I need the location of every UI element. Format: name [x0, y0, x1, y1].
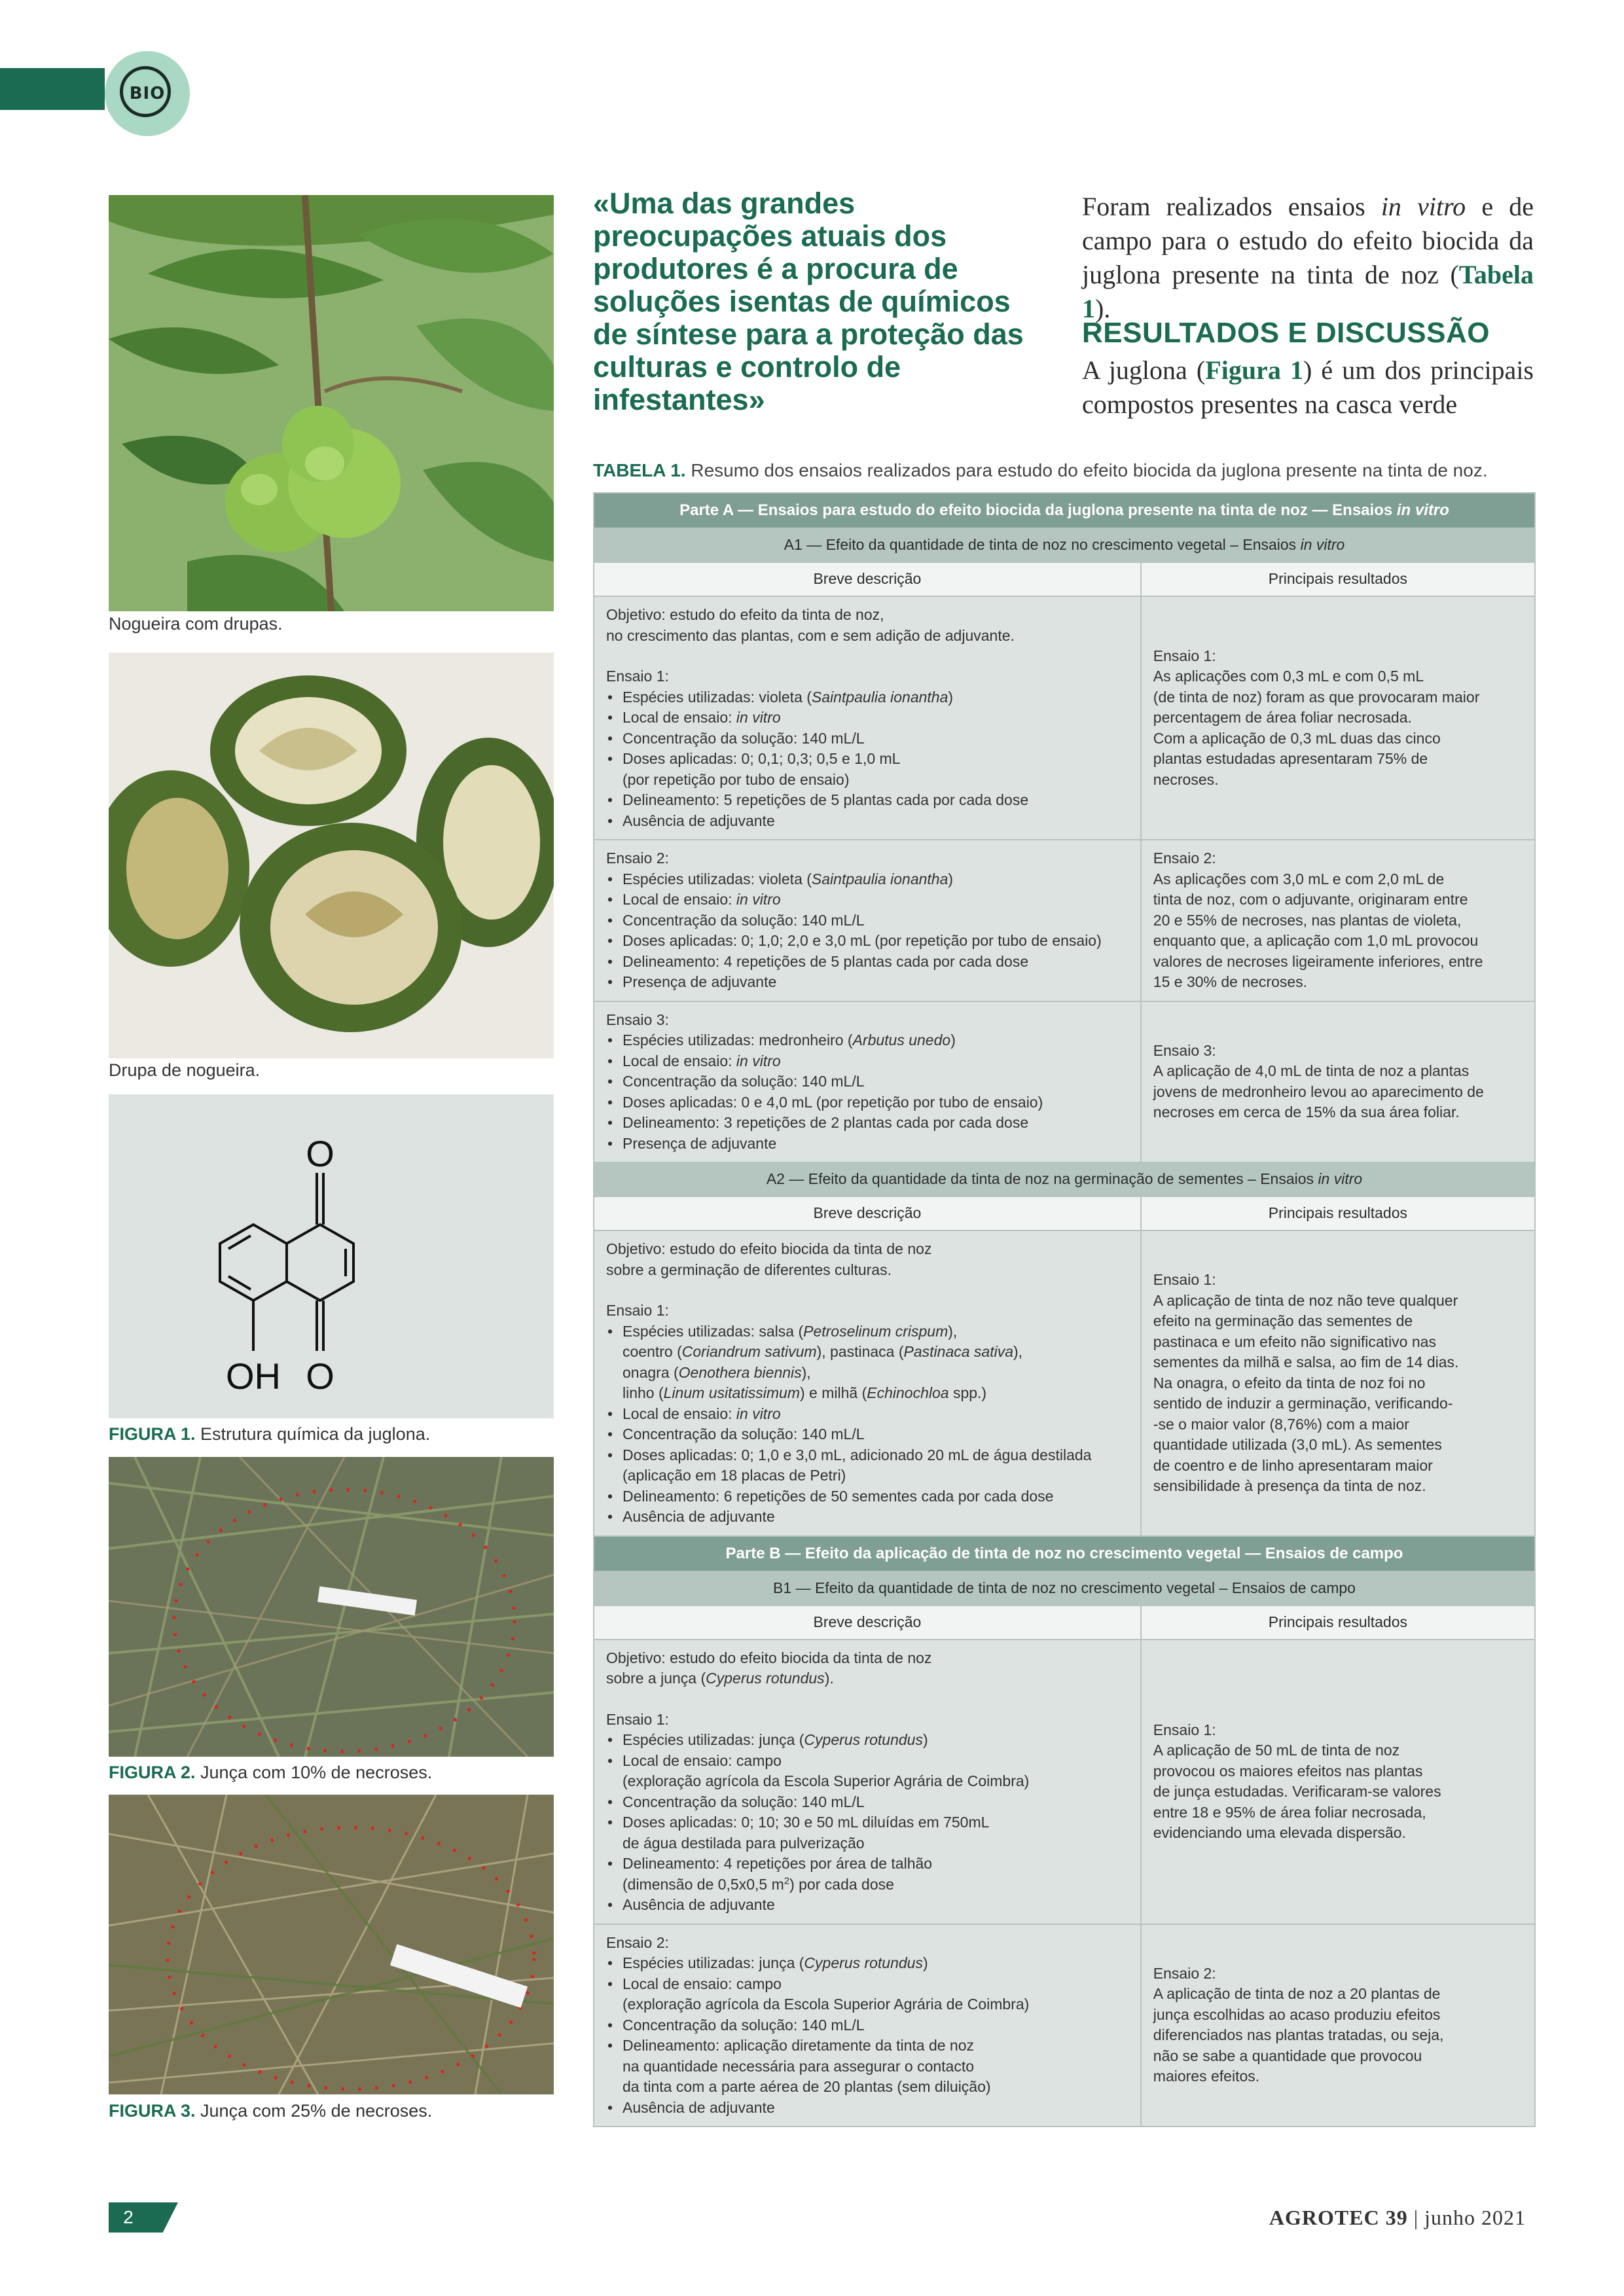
figure-3-text: Junça com 25% de necroses.: [200, 2101, 433, 2121]
figure-2-text: Junça com 10% de necroses.: [200, 1763, 433, 1782]
table-row: [594, 596, 1535, 840]
b1-row: B1 — Efeito da quantidade de tinta de noz no crescimento vegetal – Ensaios de campo: [594, 1571, 1535, 1605]
table-row: [594, 840, 1535, 1001]
figure-2-label: FIGURA 2.: [109, 1763, 196, 1782]
column-header-row: Breve descrição Principais resultados: [594, 1605, 1535, 1640]
a1-e1-desc: Objetivo: estudo do efeito da tinta de noz, no crescimento das plantas, com e sem adição de adjuvante. Ensaio 1: • Espécies utilizadas: violeta (Saintpaulia ionantha) • Local de ensaio: in vitro • Concentração da solução: 140 mL/L • Doses aplicadas: 0; 0,1; 0,3; 0,5 e 1,0 mL (por repetição por tubo de ensaio) • Delineamento: 5 repetições de 5 plantas cada por cada dose • Ausência de adjuvante: [594, 596, 1141, 840]
column-header-row: Breve descrição Principais resultados: [594, 562, 1535, 596]
juglone-label-oh: OH: [226, 1355, 281, 1397]
bio-badge: [105, 51, 190, 136]
body-paragraph: A juglona (Figura 1) é um dos principais compostos presentes na casca verde: [1082, 355, 1534, 419]
column-header-row: Breve descrição Principais resultados: [594, 1196, 1535, 1230]
juglone-label-o-top: O: [306, 1133, 334, 1174]
figure-2-caption: [109, 1763, 432, 1783]
header-band: [0, 68, 105, 110]
b1-e2-result: Ensaio 2: A aplicação de tinta de noz a 20 plantas de junça escolhidas ao acaso produziu efeitos diferenciados nas plantas tratadas, ou seja, não se sabe a quantidade que provocou maiores efeitos.: [1141, 1924, 1535, 2127]
a1-e2-result: Ensaio 2: As aplicações com 3,0 mL e com 2,0 mL de tinta de noz, com o adjuvante, originaram entre 20 e 55% de necroses, nas plantas de violeta, enquanto que, a aplicação com 1,0 mL provocou valores de necroses ligeiramente inferiores, entre 15 e 30% de necroses.: [1141, 840, 1535, 1001]
results-table: [593, 492, 1536, 2127]
figure-3-label: FIGURA 3.: [109, 2101, 196, 2121]
figure-3-photo: [109, 1795, 554, 2094]
intro-paragraph: Foram realizados ensaios in vitro e de campo para o estudo do efeito biocida da juglona presente na tinta de noz (Tabela 1).: [1082, 192, 1534, 323]
figure-1-text: Estrutura química da juglona.: [200, 1424, 431, 1444]
figure-2-photo: [109, 1457, 554, 1757]
page-number: 2: [123, 2207, 134, 2227]
a2-row: A2 — Efeito da quantidade da tinta de noz na germinação de sementes – Ensaios in vitro: [594, 1162, 1535, 1196]
table-row: [594, 1924, 1535, 2127]
a1-e2-desc: Ensaio 2: • Espécies utilizadas: violeta (Saintpaulia ionantha) • Local de ensaio: in vitro • Concentração da solução: 140 mL/L • Doses aplicadas: 0; 1,0; 2,0 e 3,0 mL (por repetição por tubo de ensaio) • Delineamento: 4 repetições de 5 plantas cada por cada dose • Presença de adjuvante: [594, 840, 1141, 1001]
walnut-tree-photo: [109, 195, 554, 611]
a2-e1-desc: Objetivo: estudo do efeito biocida da tinta de noz sobre a germinação de diferentes culturas. Ensaio 1: • Espécies utilizadas: salsa (Petroselinum crispum), coentro (Coriandrum sativum), pastinaca (Pastinaca sativa), onagra (Oenothera biennis), linho (Linum usitatissimum) e milhã (Echinochloa spp.) • Local de ensaio: in vitro • Concentração da solução: 140 mL/L • Doses aplicadas: 0; 1,0 e 3,0 mL, adicionado 20 mL de água destilada (aplicação em 18 placas de Petri) • Delineamento: 6 repetições de 50 sementes cada por cada dose • Ausência de adjuvante: [594, 1230, 1141, 1536]
figure-3-caption: [109, 2101, 432, 2121]
a1-e1-result: Ensaio 1: As aplicações com 0,3 mL e com 0,5 mL (de tinta de noz) foram as que provocaram maior percentagem de área foliar necrosada. Com a aplicação de 0,3 mL duas das cinco plantas estudadas apresentaram 75% de necroses.: [1141, 596, 1535, 840]
figure-1-label: FIGURA 1.: [109, 1424, 196, 1444]
b1-e1-desc: Objetivo: estudo do efeito biocida da tinta de noz sobre a junça (Cyperus rotundus). Ensaio 1: • Espécies utilizadas: junça (Cyperus rotundus) • Local de ensaio: campo (exploração agrícola da Escola Superior Agrária de Coimbra) • Concentração da solução: 140 mL/L • Doses aplicadas: 0; 10; 30 e 50 mL diluídas em 750mL de água destilada para pulverização • Delineamento: 4 repetições por área de talhão (dimensão de 0,5x0,5 $m^2$) por cada dose • Ausência de adjuvante: [594, 1640, 1141, 1924]
figure-caption-drupe: Drupa de nogueira.: [109, 1060, 261, 1080]
table-caption: TABELA 1. Resumo dos ensaios realizados para estudo do efeito biocida da juglona presente na tinta de noz.: [593, 460, 1488, 480]
b1-e2-desc: Ensaio 2: • Espécies utilizadas: junça (Cyperus rotundus) • Local de ensaio: campo (exploração agrícola da Escola Superior Agrária de Coimbra) • Concentração da solução: 140 mL/L • Delineamento: aplicação diretamente da tinta de noz na quantidade necessária para assegurar o contacto da tinta com a parte aérea de 20 plantas (sem diluição) • Ausência de adjuvante: [594, 1924, 1141, 2127]
figure-reference-link: Figura 1: [1205, 355, 1303, 385]
section-heading: RESULTADOS E DISCUSSÃO: [1082, 317, 1490, 349]
b1-e1-result: Ensaio 1: A aplicação de 50 mL de tinta de noz provocou os maiores efeitos nas plantas de junça estudadas. Verificaram-se valores entre 18 e 95% de área foliar necrosada, evidenciando uma elevada dispersão.: [1141, 1640, 1535, 1924]
table-reference-link: Tabela 1: [1082, 260, 1534, 323]
a1-e3-result: Ensaio 3: A aplicação de 4,0 mL de tinta de noz a plantas jovens de medronheiro levou ao aparecimento de necroses em cerca de 15% da sua área foliar.: [1141, 1001, 1535, 1163]
part-a-row: Parte A — Ensaios para estudo do efeito biocida da juglona presente na tinta de noz — Ensaios in vitro: [594, 493, 1535, 528]
table-row: [594, 1230, 1535, 1536]
pull-quote: «Uma das grandes preocupações atuais dos produtores é a procura de soluções isentas de químicos de síntese para a proteção das culturas e controlo de infestantes»: [593, 187, 1024, 416]
figure-caption-tree: Nogueira com drupas.: [109, 614, 283, 634]
walnut-drupe-photo: [109, 653, 554, 1058]
bio-badge-label: BIO: [129, 84, 166, 103]
table-row: [594, 1001, 1535, 1163]
figure-1-caption: [109, 1424, 430, 1444]
juglone-structure-figure: [109, 1094, 554, 1418]
a2-e1-result: Ensaio 1: A aplicação de tinta de noz não teve qualquer efeito na germinação das sementes de pastinaca e um efeito não significativo nas sementes da milhã e salsa, ao fim de 14 dias. Na onagra, o efeito da tinta de noz foi no sentido de induzir a germinação, verificando- -se o maior valor (8,76%) com a maior quantidade utilizada (3,0 mL). As sementes de coentro e de linho apresentaram maior sensibilidade à presença da tinta de noz.: [1141, 1230, 1535, 1536]
a1-row: A1 — Efeito da quantidade de tinta de noz no crescimento vegetal – Ensaios in vitro: [594, 528, 1535, 562]
a1-e3-desc: Ensaio 3: • Espécies utilizadas: medronheiro (Arbutus unedo) • Local de ensaio: in vitro • Concentração da solução: 140 mL/L • Doses aplicadas: 0 e 4,0 mL (por repetição por tubo de ensaio) • Delineamento: 3 repetições de 2 plantas cada por cada dose • Presença de adjuvante: [594, 1001, 1141, 1163]
magazine-footer: AGROTEC 39 | junho 2021: [1269, 2206, 1526, 2229]
juglone-label-o-bottom: O: [306, 1355, 334, 1397]
table-row: [594, 1640, 1535, 1924]
part-b-row: Parte B — Efeito da aplicação de tinta de noz no crescimento vegetal — Ensaios de campo: [594, 1536, 1535, 1571]
